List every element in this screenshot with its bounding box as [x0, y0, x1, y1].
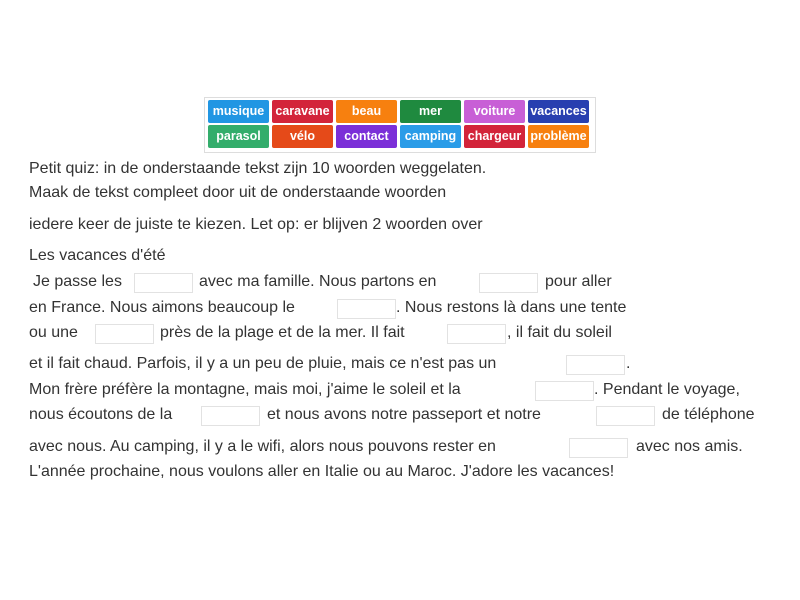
word-tile[interactable]: camping — [400, 125, 461, 148]
instruction-line: Petit quiz: in de onderstaande tekst zijn 10 woorden weggelaten. — [29, 160, 487, 177]
blank-5[interactable] — [447, 324, 506, 344]
blank-8[interactable] — [201, 406, 260, 426]
word-tile[interactable]: vacances — [528, 100, 589, 123]
word-tile[interactable]: beau — [336, 100, 397, 123]
text-segment: avec nous. Au camping, il y a le wifi, alors nous pouvons rester en — [29, 438, 496, 455]
text-segment: et nous avons notre passeport et notre — [267, 406, 541, 423]
blank-3[interactable] — [337, 299, 396, 319]
word-tile[interactable]: voiture — [464, 100, 525, 123]
text-segment: . Nous restons là dans une tente — [396, 299, 627, 316]
word-tile[interactable]: contact — [336, 125, 397, 148]
text-title: Les vacances d'été — [29, 247, 166, 264]
word-tile[interactable]: vélo — [272, 125, 333, 148]
blank-1[interactable] — [134, 273, 193, 293]
text-segment: avec ma famille. Nous partons en — [199, 273, 437, 290]
instruction-line: Maak de tekst compleet door uit de onderstaande woorden — [29, 184, 447, 201]
text-segment: Je passe les — [33, 273, 122, 290]
text-segment: près de la plage et de la mer. Il fait — [160, 324, 405, 341]
instruction-line: iedere keer de juiste te kiezen. Let op: er blijven 2 woorden over — [29, 216, 483, 233]
blank-7[interactable] — [535, 381, 594, 401]
text-segment: . — [626, 355, 631, 372]
text-segment: Mon frère préfère la montagne, mais moi, j'aime le soleil et la — [29, 381, 461, 398]
blank-4[interactable] — [95, 324, 154, 344]
blank-6[interactable] — [566, 355, 625, 375]
text-segment: de téléphone — [662, 406, 755, 423]
text-segment: avec nos amis. — [636, 438, 743, 455]
text-segment: , il fait du soleil — [507, 324, 612, 341]
text-segment: nous écoutons de la — [29, 406, 173, 423]
text-segment: L'année prochaine, nous voulons aller en Italie ou au Maroc. J'adore les vacances! — [29, 463, 615, 480]
word-tile[interactable]: chargeur — [464, 125, 525, 148]
text-segment: pour aller — [545, 273, 612, 290]
text-segment: . Pendant le voyage, — [594, 381, 740, 398]
word-tile[interactable]: mer — [400, 100, 461, 123]
text-segment: ou une — [29, 324, 78, 341]
blank-10[interactable] — [569, 438, 628, 458]
word-tile[interactable]: musique — [208, 100, 269, 123]
word-tile[interactable]: problème — [528, 125, 589, 148]
text-segment: et il fait chaud. Parfois, il y a un peu de pluie, mais ce n'est pas un — [29, 355, 497, 372]
text-segment: en France. Nous aimons beaucoup le — [29, 299, 295, 316]
blank-2[interactable] — [479, 273, 538, 293]
blank-9[interactable] — [596, 406, 655, 426]
word-tile[interactable]: parasol — [208, 125, 269, 148]
word-tile[interactable]: caravane — [272, 100, 333, 123]
